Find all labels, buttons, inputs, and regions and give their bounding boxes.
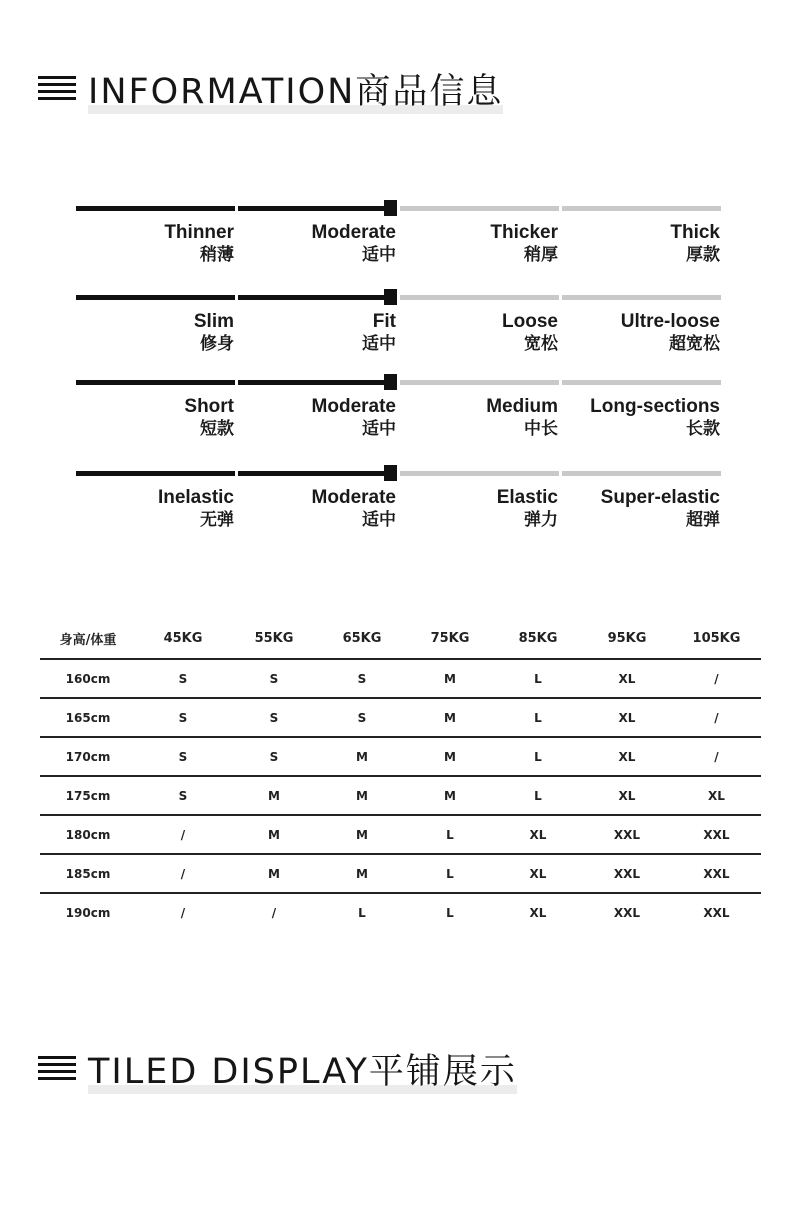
- scale-option: [76, 486, 234, 532]
- table-row: [40, 737, 761, 776]
- scale-option-en: Slim: [193, 311, 234, 332]
- scale-option-cn: 中长: [524, 419, 558, 439]
- tiled-display-header: [38, 1044, 517, 1094]
- scale-segment: [76, 380, 235, 385]
- size-cell: S: [230, 659, 318, 698]
- scale-option-cn: 稍厚: [524, 245, 558, 265]
- scale-option-en: Elastic: [496, 487, 558, 508]
- size-cell: XL: [582, 737, 672, 776]
- scale-segment: [238, 471, 397, 476]
- scale-segment: [76, 206, 235, 211]
- scale-segment: [76, 295, 235, 300]
- scale-segment: [562, 471, 721, 476]
- tiled-display-title: TILED DISPLAY平铺展示: [88, 1044, 517, 1094]
- scale-segment: [238, 206, 397, 211]
- scale-option-en: Thinner: [164, 222, 234, 243]
- scale-option-en: Thicker: [490, 222, 558, 243]
- scale-option-en: Long-sections: [590, 396, 720, 417]
- scale-option-en: Inelastic: [157, 487, 234, 508]
- scale-option: [562, 221, 720, 267]
- scale-option: [238, 486, 396, 532]
- size-cell: L: [358, 905, 366, 920]
- scale-option-cn: 修身: [200, 334, 234, 354]
- scale-option-en: Medium: [486, 396, 558, 417]
- size-cell: L: [494, 659, 582, 698]
- scale-option-cn: 稍薄: [200, 245, 234, 265]
- scale-option-cn: 弹力: [524, 510, 558, 530]
- height-cell: 180cm: [40, 815, 136, 854]
- scale-option-en: Fit: [372, 311, 396, 332]
- scale-row-thickness: [76, 206, 721, 286]
- table-row: [40, 815, 761, 854]
- size-cell: XL: [582, 659, 672, 698]
- scale-segment: [562, 380, 721, 385]
- size-cell: S: [318, 698, 406, 737]
- size-cell: M: [406, 659, 494, 698]
- size-cell: /: [672, 737, 761, 776]
- size-cell: XL: [529, 905, 547, 920]
- size-cell: S: [230, 737, 318, 776]
- height-cell: 185cm: [40, 854, 136, 893]
- size-cell: /: [180, 905, 186, 920]
- size-cell: S: [136, 659, 230, 698]
- scale-option-cn: 短款: [200, 419, 234, 439]
- size-cell: L: [494, 737, 582, 776]
- weight-header: 65KG: [318, 619, 406, 659]
- scale-option: [238, 310, 396, 356]
- size-cell: S: [136, 698, 230, 737]
- scale-row-elasticity: [76, 471, 721, 551]
- scale-segment: [238, 295, 397, 300]
- scale-marker: [384, 200, 397, 216]
- height-cell: 175cm: [40, 776, 136, 815]
- size-cell: XXL: [672, 854, 761, 893]
- menu-icon: [38, 74, 76, 104]
- scale-option: [76, 221, 234, 267]
- height-cell: 190cm: [65, 905, 111, 920]
- scale-option: [400, 395, 558, 441]
- size-cell: M: [230, 776, 318, 815]
- size-cell: M: [318, 815, 406, 854]
- scale-option: [400, 221, 558, 267]
- scale-option: [562, 486, 720, 532]
- size-cell: M: [230, 854, 318, 893]
- weight-header: 45KG: [136, 619, 230, 659]
- scale-option-en: Thick: [670, 222, 720, 243]
- table-row: [40, 854, 761, 893]
- size-cell: /: [672, 698, 761, 737]
- scale-option-cn: 长款: [686, 419, 720, 439]
- table-row: [40, 776, 761, 815]
- scale-option: [76, 395, 234, 441]
- scale-option: [238, 395, 396, 441]
- size-cell: M: [318, 854, 406, 893]
- height-cell: 165cm: [40, 698, 136, 737]
- size-cell: XXL: [582, 815, 672, 854]
- table-row: [40, 893, 761, 931]
- information-header: [38, 64, 503, 114]
- height-weight-header: 身高/体重: [40, 619, 136, 659]
- scale-option-en: Super-elastic: [600, 487, 720, 508]
- size-cell: S: [230, 698, 318, 737]
- size-cell: M: [318, 737, 406, 776]
- scale-option: [400, 486, 558, 532]
- scale-option-cn: 宽松: [524, 334, 558, 354]
- weight-header: 75KG: [406, 619, 494, 659]
- scale-marker: [384, 289, 397, 305]
- table-row: [40, 659, 761, 698]
- size-cell: XL: [672, 776, 761, 815]
- scale-option-en: Short: [184, 396, 234, 417]
- weight-header: 95KG: [582, 619, 672, 659]
- size-cell: L: [494, 776, 582, 815]
- size-cell: S: [318, 659, 406, 698]
- scale-segment: [238, 380, 397, 385]
- scale-option-en: Moderate: [311, 222, 396, 243]
- scale-option-cn: 超宽松: [669, 334, 720, 354]
- scale-option: [562, 395, 720, 441]
- scale-segment: [400, 206, 559, 211]
- size-cell: M: [318, 776, 406, 815]
- scale-segment: [562, 206, 721, 211]
- scale-option-en: Moderate: [311, 396, 396, 417]
- scale-segment: [76, 471, 235, 476]
- size-cell: L: [446, 905, 454, 920]
- scale-row-length: [76, 380, 721, 460]
- scale-row-fit: [76, 295, 721, 375]
- size-chart: [40, 619, 761, 931]
- size-cell: XL: [582, 776, 672, 815]
- height-cell: 160cm: [40, 659, 136, 698]
- scale-option: [76, 310, 234, 356]
- scale-option-en: Loose: [502, 311, 558, 332]
- height-cell: 170cm: [40, 737, 136, 776]
- scale-option-cn: 适中: [362, 419, 396, 439]
- size-cell: L: [406, 815, 494, 854]
- weight-header: 85KG: [494, 619, 582, 659]
- scale-marker: [384, 465, 397, 481]
- size-cell: XXL: [672, 815, 761, 854]
- size-cell: M: [406, 737, 494, 776]
- size-cell: S: [136, 737, 230, 776]
- size-cell: /: [271, 905, 277, 920]
- size-cell: /: [136, 854, 230, 893]
- scale-option-en: Moderate: [311, 487, 396, 508]
- scale-segment: [400, 471, 559, 476]
- scale-option-cn: 无弹: [200, 510, 234, 530]
- scale-segment: [562, 295, 721, 300]
- information-title: INFORMATION商品信息: [88, 64, 503, 114]
- size-cell: XL: [494, 815, 582, 854]
- weight-header: 105KG: [672, 619, 761, 659]
- table-row: [40, 698, 761, 737]
- size-cell: XL: [582, 698, 672, 737]
- weight-header: 55KG: [230, 619, 318, 659]
- scale-option: [400, 310, 558, 356]
- scale-option-cn: 适中: [362, 510, 396, 530]
- scale-segment: [400, 295, 559, 300]
- size-cell: XXL: [613, 905, 641, 920]
- size-cell: /: [672, 659, 761, 698]
- menu-icon: [38, 1054, 76, 1084]
- size-cell: M: [406, 776, 494, 815]
- scale-marker: [384, 374, 397, 390]
- scale-option: [562, 310, 720, 356]
- scale-option-cn: 适中: [362, 245, 396, 265]
- scale-option-cn: 厚款: [686, 245, 720, 265]
- scale-option-cn: 适中: [362, 334, 396, 354]
- size-cell: S: [136, 776, 230, 815]
- size-cell: M: [230, 815, 318, 854]
- scale-option-en: Ultre-loose: [620, 311, 720, 332]
- size-cell: L: [406, 854, 494, 893]
- size-cell: M: [406, 698, 494, 737]
- size-cell: L: [494, 698, 582, 737]
- scale-option-cn: 超弹: [686, 510, 720, 530]
- scale-option: [238, 221, 396, 267]
- size-cell: /: [136, 815, 230, 854]
- scale-segment: [400, 380, 559, 385]
- size-chart-header: [40, 619, 761, 659]
- size-cell: XXL: [703, 905, 730, 920]
- size-cell: XL: [494, 854, 582, 893]
- size-cell: XXL: [582, 854, 672, 893]
